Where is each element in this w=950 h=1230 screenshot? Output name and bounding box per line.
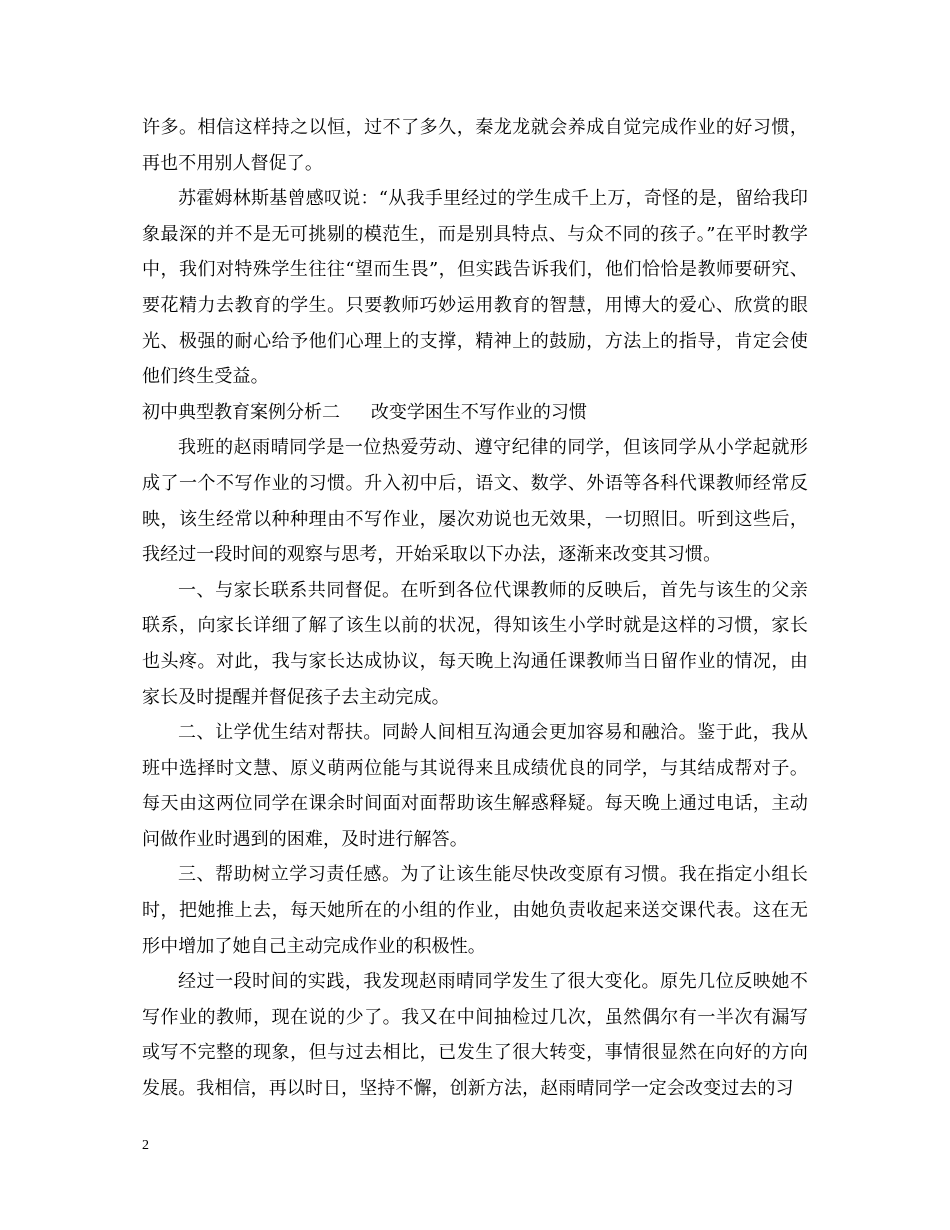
paragraph-method-2: 二、让学优生结对帮扶。同龄人间相互沟通会更加容易和融洽。鉴于此，我从班中选择时文慧、原义萌两位能与其说得来且成绩优良的同学，与其结成帮对子。每天由这两位同学在课余时间面对面帮助该生解惑释疑。每天晚上通过电话，主动问做作业时遇到的困难，及时进行解答。: [142, 722, 808, 850]
paragraph-result: 经过一段时间的实践，我发现赵雨晴同学发生了很大变化。原先几位反映她不写作业的教师，现在说的少了。我又在中间抽检过几次，虽然偶尔有一半次有漏写或写不完整的现象，但与过去相比，已发生了很大转变，事情很显然在向好的方向发展。我相信，再以时日，坚持不懈，创新方法，赵雨晴同学一定会改变过去的习: [142, 971, 808, 1100]
paragraph-continuation: 许多。相信这样持之以恒，过不了多久，秦龙龙就会养成自觉完成作业的好习惯，再也不用别人督促了。: [142, 117, 808, 174]
page-number: 2: [142, 1138, 149, 1153]
paragraph-method-3: 三、帮助树立学习责任感。为了让该生能尽快改变原有习惯。我在指定小组长时，把她推上去，每天她所在的小组的作业，由她负责收起来送交课代表。这在无形中增加了她自己主动完成作业的积极性。: [142, 864, 808, 957]
paragraph-quote: 苏霍姆林斯基曾感叹说：“从我手里经过的学生成千上万，奇怪的是，留给我印象最深的并不是无可挑剔的模范生，而是别具特点、与众不同的孩子。”在平时教学中，我们对特殊学生往往“望而生畏”，但实践告诉我们，他们恰恰是教师要研究、要花精力去教育的学生。只要教师巧妙运用教育的智慧，用博大的爱心、欣赏的眼光、极强的耐心给予他们心理上的支撑，精神上的鼓励，方法上的指导，肯定会使他们终生受益。: [142, 188, 808, 388]
section-heading: 初中典型教育案例分析二 改变学困生不写作业的习惯: [142, 401, 587, 423]
paragraph-intro: 我班的赵雨晴同学是一位热爱劳动、遵守纪律的同学，但该同学从小学起就形成了一个不写作业的习惯。升入初中后，语文、数学、外语等各科代课教师经常反映，该生经常以种种理由不写作业，屡次劝说也无效果，一切照旧。听到这些后，我经过一段时间的观察与思考，开始采取以下办法，逐渐来改变其习惯。: [142, 437, 808, 566]
paragraph-method-1: 一、与家长联系共同督促。在听到各位代课教师的反映后，首先与该生的父亲联系，向家长详细了解了该生以前的状况，得知该生小学时就是这样的习惯，家长也头疼。对此，我与家长达成协议，每天晚上沟通任课教师当日留作业的情况，由家长及时提醒并督促孩子去主动完成。: [142, 579, 808, 708]
document-body: [142, 110, 808, 1107]
